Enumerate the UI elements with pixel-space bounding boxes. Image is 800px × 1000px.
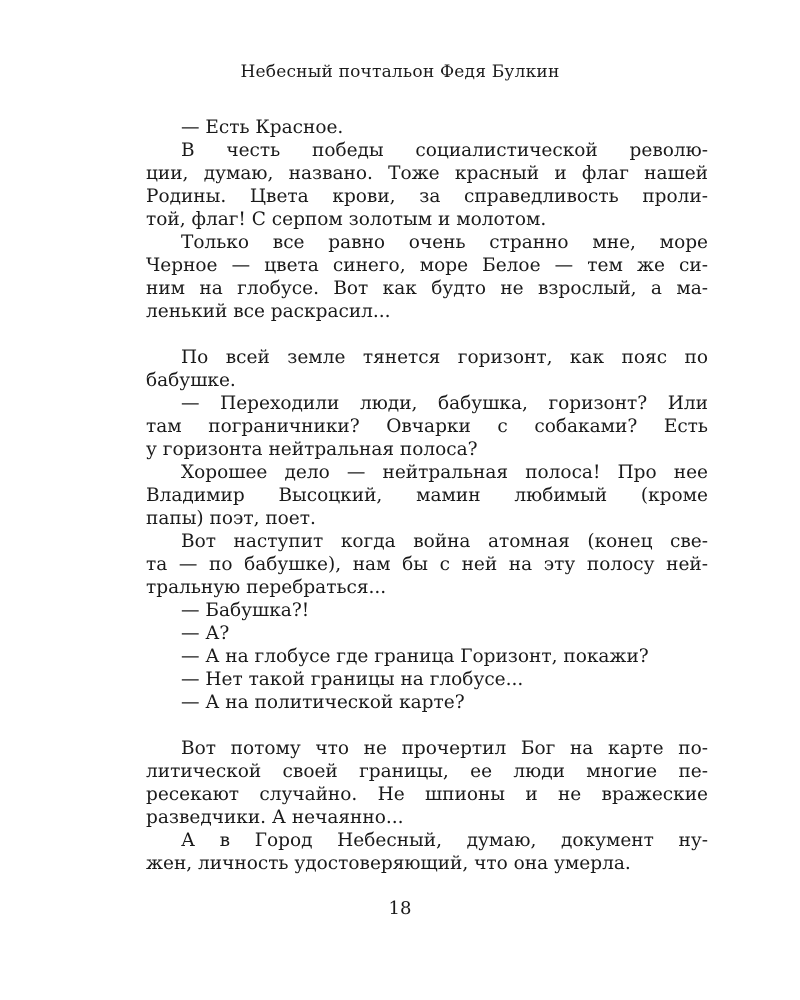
running-head: Небесный почтальон Федя Булкин	[240, 62, 560, 82]
text-line: — Есть Красное.	[181, 117, 344, 138]
paragraph	[146, 691, 708, 714]
text-line: бабушке.	[146, 370, 236, 391]
text-line: тральную перебраться...	[146, 577, 387, 598]
paragraph-gap	[146, 323, 708, 346]
paragraph	[146, 645, 708, 668]
paragraph	[146, 829, 708, 875]
text-line: ции, думаю, названо. Тоже красный и флаг нашей	[146, 163, 708, 184]
body-text	[146, 116, 708, 875]
text-line: у горизонта нейтральная полоса?	[146, 439, 478, 460]
text-line: та — по бабушке), нам бы с ней на эту полосу ней-	[146, 554, 708, 575]
text-line: литической своей границы, ее люди многие пе-	[146, 761, 708, 782]
text-line: ним на глобусе. Вот как будто не взрослый, а ма-	[146, 278, 708, 299]
paragraph	[146, 461, 708, 530]
text-line: жен, личность удостоверяющий, что она умерла.	[146, 853, 631, 874]
paragraph	[146, 346, 708, 392]
text-line: Вот потому что не прочертил Бог на карте по-	[181, 738, 708, 759]
text-line: — Бабушка?!	[181, 600, 310, 621]
text-line: папы) поэт, поет.	[146, 508, 316, 529]
text-line: Черное — цвета синего, море Белое — тем же си-	[146, 255, 708, 276]
text-line: ресекают случайно. Не шпионы и не вражеские	[146, 784, 708, 805]
text-line: ленький все раскрасил...	[146, 301, 391, 322]
paragraph-gap	[146, 714, 708, 737]
text-line: Только все равно очень странно мне, море	[181, 232, 708, 253]
paragraph	[146, 392, 708, 461]
text-line: — А?	[181, 623, 230, 644]
paragraph	[146, 231, 708, 323]
text-line: там пограничники? Овчарки с собаками? Есть	[146, 416, 708, 437]
paragraph	[146, 139, 708, 231]
paragraph	[146, 668, 708, 691]
text-line: — А на глобусе где граница Горизонт, покажи?	[181, 646, 649, 667]
text-line: той, флаг! С серпом золотым и молотом.	[146, 209, 547, 230]
paragraph	[146, 530, 708, 599]
text-line: Вот наступит когда война атомная (конец све-	[181, 531, 708, 552]
paragraph	[146, 116, 708, 139]
text-line: — А на политической карте?	[181, 692, 465, 713]
text-line: — Нет такой границы на глобусе...	[181, 669, 524, 690]
text-line: разведчики. А нечаянно...	[146, 807, 404, 828]
text-line: А в Город Небесный, думаю, документ ну-	[181, 830, 708, 851]
paragraph	[146, 737, 708, 829]
page-number: 18	[388, 898, 412, 919]
text-line: По всей земле тянется горизонт, как пояс по	[181, 347, 708, 368]
paragraph	[146, 599, 708, 622]
text-line: — Переходили люди, бабушка, горизонт? Или	[181, 393, 708, 414]
paragraph	[146, 622, 708, 645]
text-line: Родины. Цвета крови, за справедливость проли-	[146, 186, 708, 207]
text-line: Владимир Высоцкий, мамин любимый (кроме	[146, 485, 708, 506]
text-line: В честь победы социалистической револю-	[181, 140, 708, 161]
text-line: Хорошее дело — нейтральная полоса! Про нее	[181, 462, 708, 483]
